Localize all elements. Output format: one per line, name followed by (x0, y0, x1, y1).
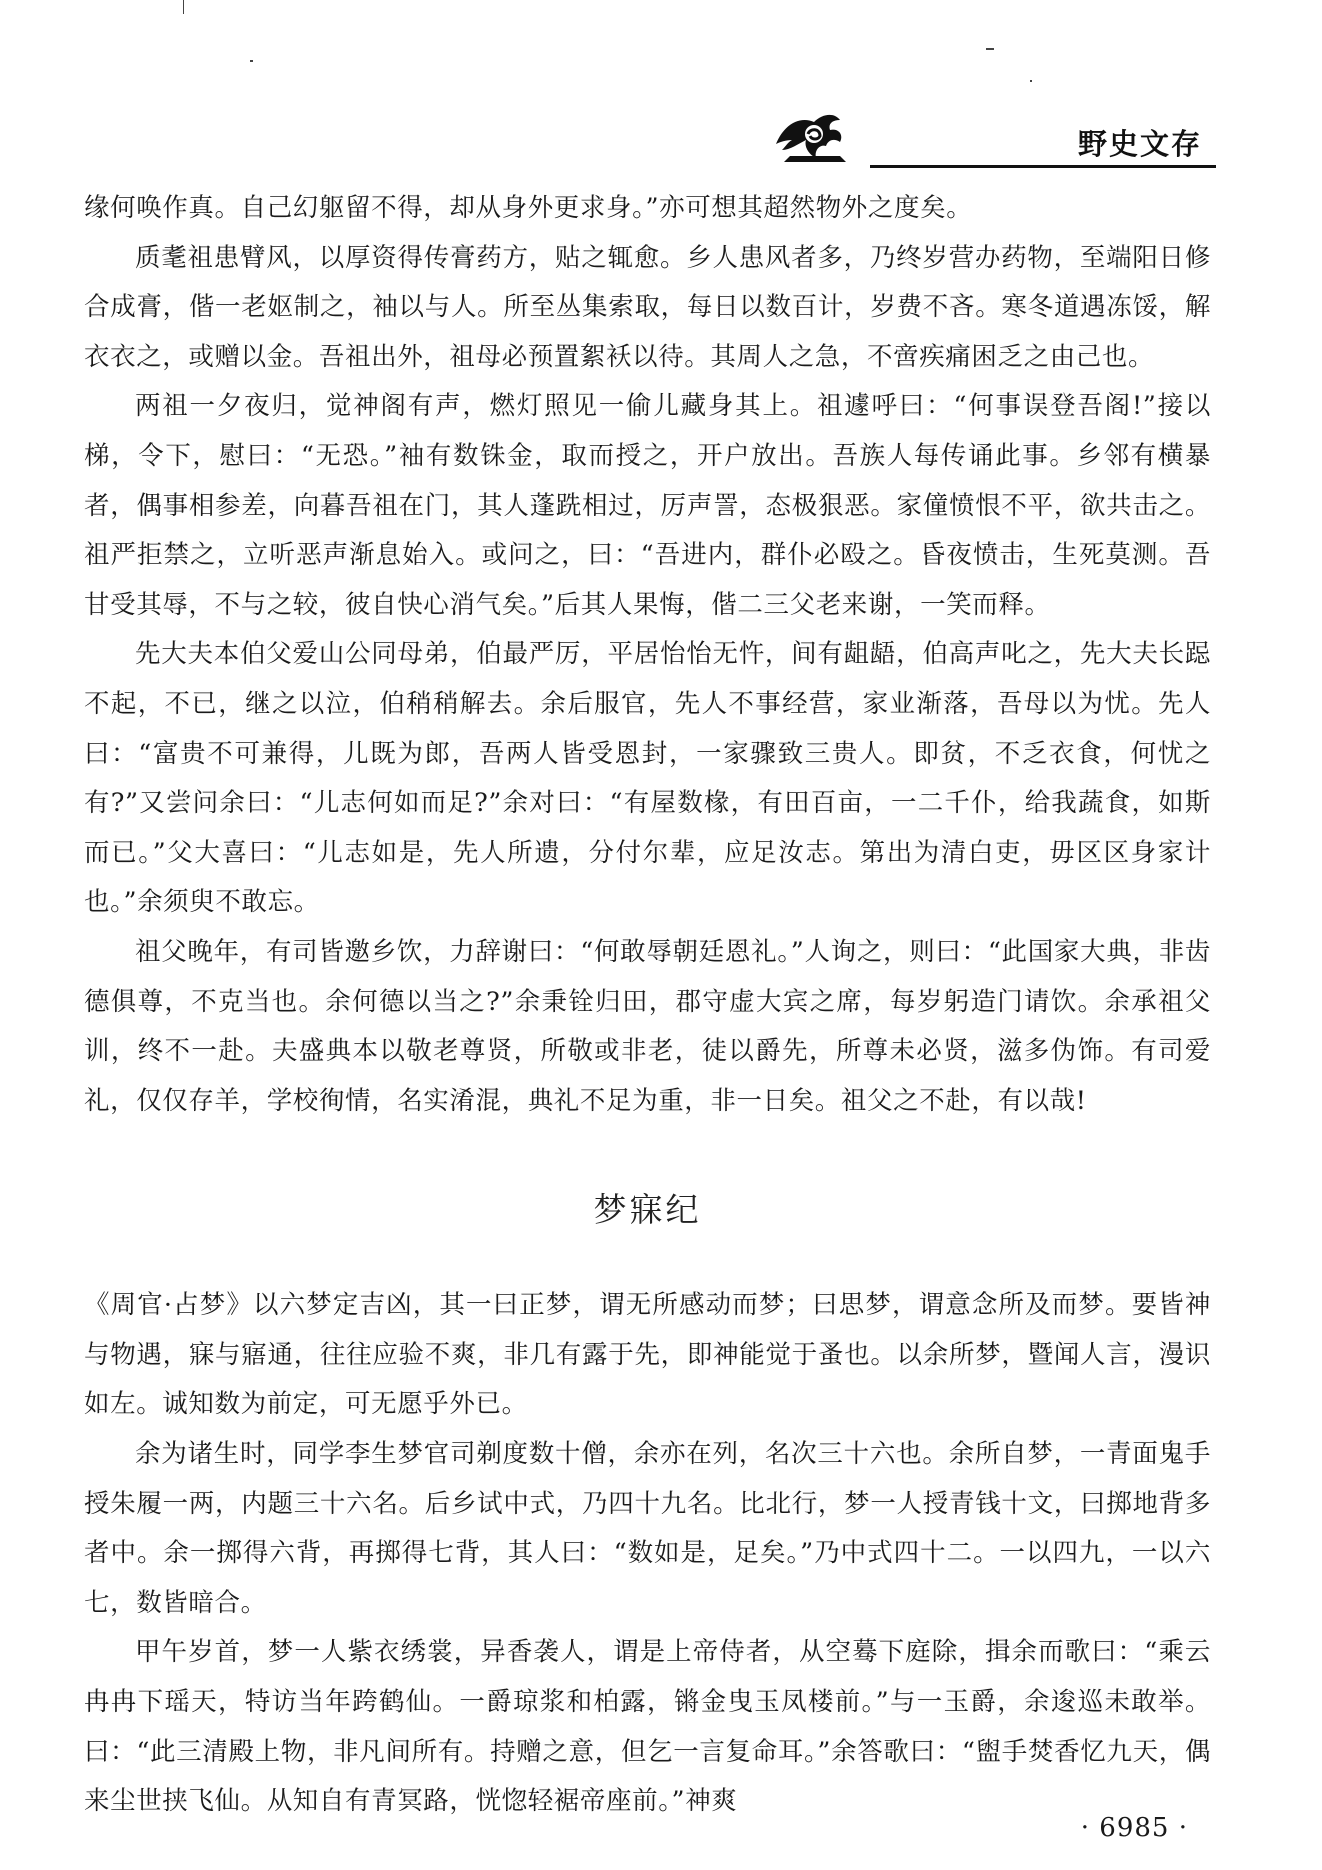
page-number: · 6985 · (1080, 1813, 1188, 1843)
paragraph: 余为诸生时，同学李生梦官司剃度数十僧，余亦在列，名次三十六也。余所自梦，一青面鬼手授朱履一两，内题三十六名。后乡试中式，乃四十九名。比北行，梦一人授青钱十文，曰掷地背多者中。余一掷得六背，再掷得七背，其人曰：“数如是，足矣。”乃中式四十二。一以四九，一以六七，数皆暗合。 (84, 1439, 1211, 1618)
paragraph: 甲午岁首，梦一人紫衣绣裳，异香袭人，谓是上帝侍者，从空蓦下庭除，揖余而歌曰：“乘云冉冉下瑶天，特访当年跨鹤仙。一爵琼浆和柏露，锵金曳玉凤楼前。”与一玉爵，余逡巡未敢举。曰：“此三清殿上物，非凡间所有。持赠之意，但乞一言复命耳。”余答歌曰：“盥手焚香忆九天，偶来尘世挟飞仙。从知自有青冥路，恍惚轻裾帝座前。”神爽 (84, 1637, 1211, 1817)
running-header (770, 104, 1216, 168)
paragraph: 先大夫本伯父爱山公同母弟，伯最严厉，平居怡怡无忤，间有龃龉，伯高声叱之，先大夫长跽不起，不已，继之以泣，伯稍稍解去。余后服官，先人不事经营，家业渐落，吾母以为忧。先人曰：“富贵不可兼得，儿既为郎，吾两人皆受恩封，一家骤致三贵人。即贫，不乏衣食，何忧之有?”又尝问余曰：“儿志何如而足?”余对曰：“有屋数椽，有田百亩，一二千仆，给我蔬食，如斯而已。”父大喜曰：“儿志如是，先人所遗，分付尔辈，应足汝志。第出为清白吏，毋区区身家计也。”余须臾不敢忘。 (84, 639, 1211, 918)
section-title: 梦寐纪 (593, 1190, 702, 1230)
scan-speck (986, 48, 994, 50)
book-title: 野史文存 (1077, 127, 1202, 161)
scan-speck (250, 60, 253, 62)
scan-speck (1030, 80, 1032, 82)
paragraph: 质耄祖患臂风，以厚资得传膏药方，贴之辄愈。乡人患风者多，乃终岁营办药物，至端阳日修合成膏，偕一老妪制之，袖以与人。所至丛集索取，每日以数百计，岁费不吝。寒冬道遇冻馁，解衣衣之，或赠以金。吾祖出外，祖母必预置絮袄以待。其周人之急，不啻疾痛困乏之由己也。 (84, 242, 1211, 372)
scan-speck (183, 0, 184, 14)
header-rule (870, 165, 1216, 168)
dragon-emblem-icon (770, 104, 850, 168)
paragraph: 缘何唤作真。自己幻躯留不得，却从身外更求身。”亦可想其超然物外之度矣。 (84, 193, 973, 223)
paragraph: 两祖一夕夜归，觉神阁有声，燃灯照见一偷儿藏身其上。祖遽呼曰：“何事误登吾阁!”接以梯，令下，慰曰：“无恐。”袖有数铢金，取而授之，开户放出。吾族人每传诵此事。乡邻有横暴者，偶事相参差，向暮吾祖在门，其人蓬跣相过，厉声詈，态极狠恶。家僮愤恨不平，欲共击之。祖严拒禁之，立听恶声渐息始入。或问之，曰：“吾进内，群仆必殴之。昏夜愤击，生死莫测。吾甘受其辱，不与之较，彼自快心消气矣。”后其人果悔，偕二三父老来谢，一笑而释。 (84, 391, 1211, 620)
page-body (84, 184, 1211, 1827)
paragraph: 祖父晚年，有司皆邀乡饮，力辞谢曰：“何敢辱朝廷恩礼。”人询之，则曰：“此国家大典，非齿德俱尊，不克当也。余何德以当之?”余秉铨归田，郡守虚大宾之席，每岁躬造门请饮。余承祖父训，终不一赴。夫盛典本以敬老尊贤，所敬或非老，徒以爵先，所尊未必贤，滋多伪饰。有司爱礼，仅仅存羊，学校徇情，名实淆混，典礼不足为重，非一日矣。祖父之不赴，有以哉! (84, 936, 1211, 1116)
paragraph: 《周官·占梦》以六梦定吉凶，其一曰正梦，谓无所感动而梦；曰思梦，谓意念所及而梦。要皆神与物遇，寐与寤通，往往应验不爽，非几有露于先，即神能觉于蚤也。以余所梦，暨闻人言，漫识如左。诚知数为前定，可无愿乎外已。 (84, 1290, 1211, 1420)
